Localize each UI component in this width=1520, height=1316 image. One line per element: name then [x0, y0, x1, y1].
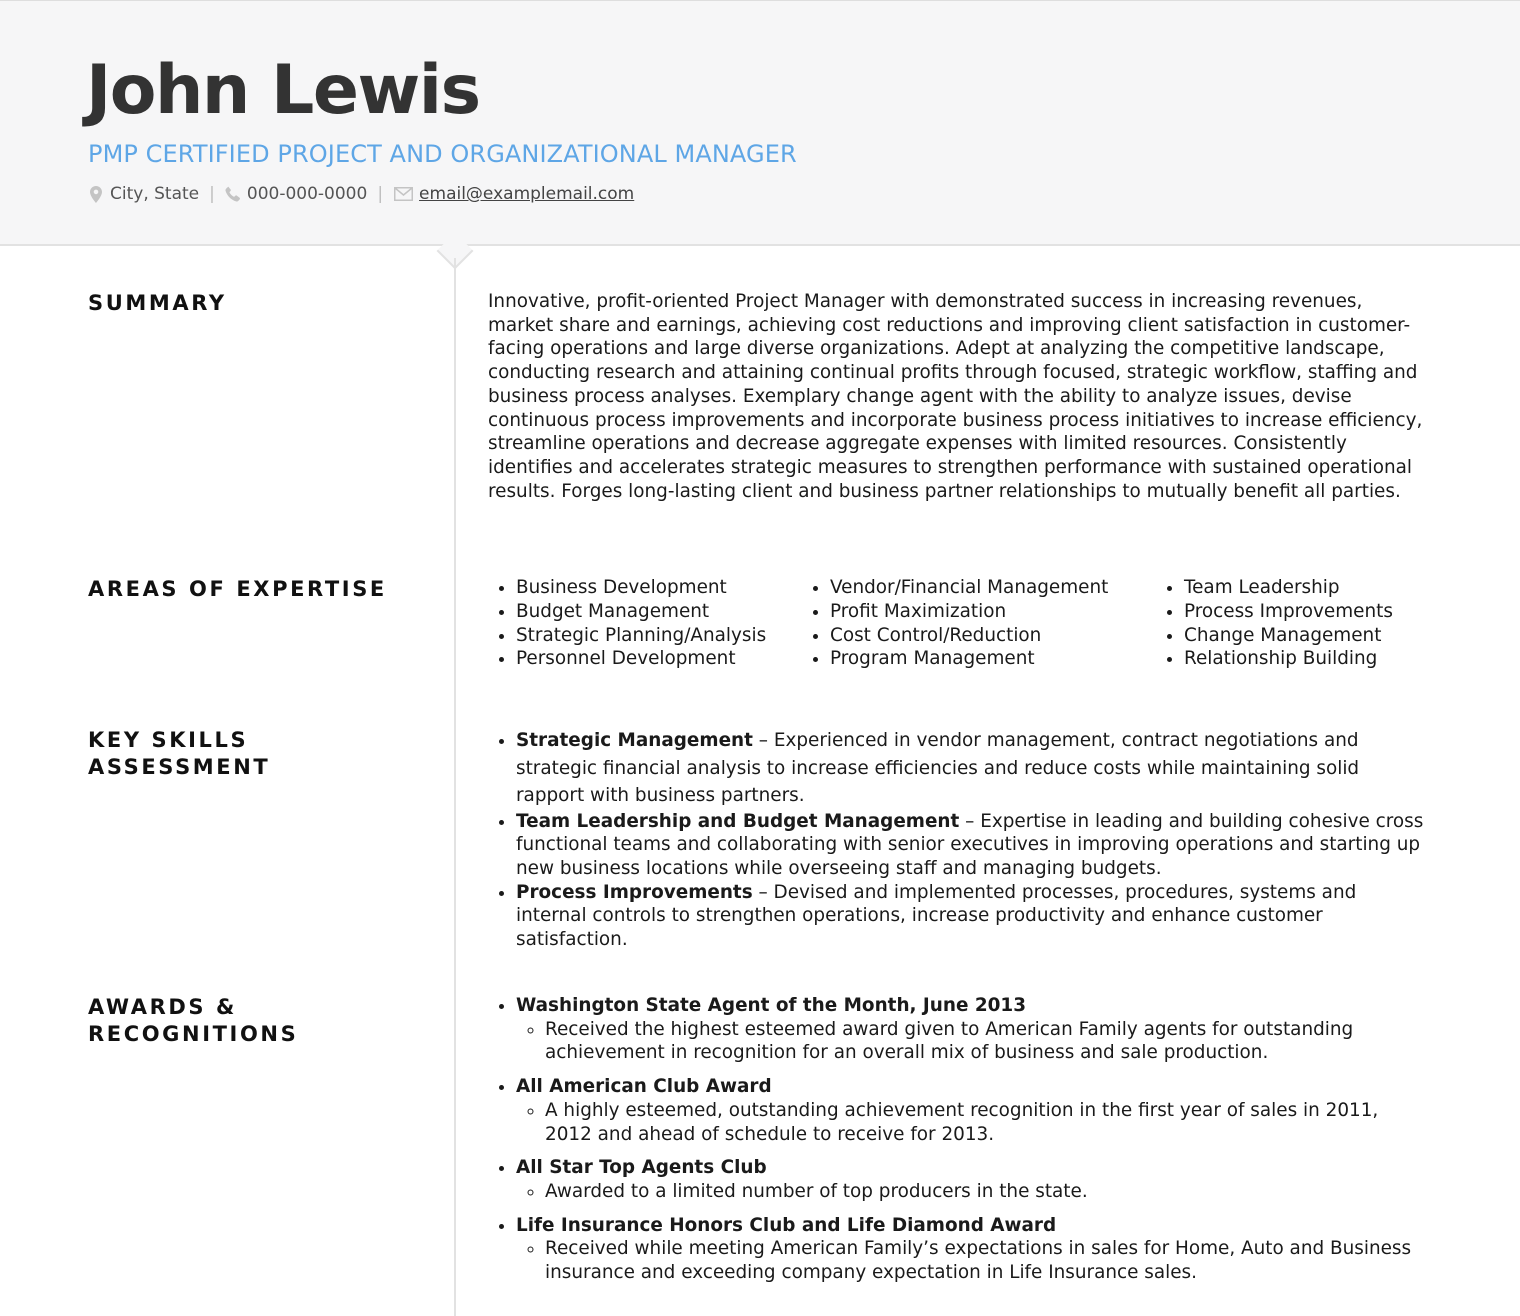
list-item: • Process Improvements: [1184, 600, 1428, 624]
award-detail: ◦ Received the highest esteemed award given to American Family agents for outstanding achievement in recognition for an overall mix of business and sale production.: [545, 1018, 1428, 1065]
expertise-column: [802, 576, 1156, 671]
candidate-headline: PMP CERTIFIED PROJECT AND ORGANIZATIONAL MANAGER: [88, 140, 797, 168]
phone-icon: [225, 184, 241, 204]
award-title: • All American Club Award: [516, 1076, 772, 1098]
list-item: [516, 881, 1428, 952]
award-detail: ◦ Awarded to a limited number of top producers in the state.: [545, 1180, 1428, 1204]
list-item: • Program Management: [830, 647, 1156, 671]
list-item: • Budget Management: [516, 600, 802, 624]
section-title-expertise: AREAS OF EXPERTISE: [88, 577, 387, 601]
summary-text: Innovative, profit-oriented Project Manager with demonstrated success in increasing revenues, market share and earnings, achieving cost reductions and improving client satisfaction in customer-facing operations and large diverse organizations. Adept at analyzing the competitive landscape, conducting research and attaining continual profits through focused, strategic workflow, staffing and business process analyses. Exemplary change agent with the ability to analyze issues, devise continuous process improvements and incorporate business process initiatives to increase efficiency, streamline operations and decrease aggregate expenses with limited resources. Consistently identifies and accelerates strategic measures to strengthen performance with sustained operational results. Forges long-lasting client and business partner relationships to mutually benefit all parties.: [488, 291, 1423, 502]
expertise-column: [488, 576, 802, 671]
skill-label: Process Improvements: [516, 881, 753, 903]
list-item: • Change Management: [1184, 624, 1428, 648]
list-item: [516, 810, 1428, 881]
list-item: • Business Development: [516, 576, 802, 600]
list-item: • Personnel Development: [516, 647, 802, 671]
expertise-column: [1156, 576, 1428, 671]
list-item: • Team Leadership: [1184, 576, 1428, 600]
skill-description: – Expertise in leading and building cohesive cross functional teams and collaborating with senior executives in improving operations and starting up new business locations while overseeing staff and managing budgets.: [516, 810, 1424, 879]
award-detail: ◦ Received while meeting American Family’s expectations in sales for Home, Auto and Business insurance and exceeding company expectation in Life Insurance sales.: [545, 1237, 1428, 1284]
section-title-awards: AWARDS & RECOGNITIONS: [88, 995, 299, 1046]
resume-header: [0, 0, 1520, 246]
section-title-summary: SUMMARY: [88, 291, 227, 315]
skill-label: Strategic Management: [516, 730, 753, 751]
list-item: [516, 727, 1428, 810]
list-item: [516, 994, 1428, 1065]
list-item: [516, 1214, 1428, 1285]
awards-list: [488, 994, 1428, 1295]
list-item: • Strategic Planning/Analysis: [516, 624, 802, 648]
skills-list: [488, 727, 1428, 952]
award-title: • All Star Top Agents Club: [516, 1157, 767, 1179]
list-item: [516, 1075, 1428, 1146]
email-link[interactable]: email@examplemail.com: [419, 184, 635, 204]
expertise-list: [488, 576, 1428, 671]
column-divider: [454, 258, 456, 1316]
skill-label: Team Leadership and Budget Management: [516, 810, 960, 832]
skill-description: – Devised and implemented processes, procedures, systems and internal controls to strengthen operations, increase productivity and enhance customer satisfaction.: [516, 881, 1357, 951]
envelope-icon: [393, 184, 413, 204]
map-pin-icon: [88, 184, 104, 204]
list-item: • Cost Control/Reduction: [830, 624, 1156, 648]
section-title-skills: KEY SKILLS ASSESSMENT: [88, 728, 271, 779]
award-detail: ◦ A highly esteemed, outstanding achievement recognition in the first year of sales in 2011, 2012 and ahead of schedule to receive for 2013.: [545, 1099, 1428, 1146]
separator: |: [209, 184, 215, 204]
skill-description: – Experienced in vendor management, contract negotiations and strategic financial analysis to increase efficiencies and reduce costs while maintaining solid rapport with business partners.: [516, 730, 1360, 806]
award-title: • Washington State Agent of the Month, June 2013: [516, 995, 1027, 1016]
list-item: • Profit Maximization: [830, 600, 1156, 624]
list-item: [516, 1156, 1428, 1203]
award-title: • Life Insurance Honors Club and Life Diamond Award: [516, 1214, 1057, 1236]
phone-text: 000-000-0000: [246, 184, 368, 204]
separator: |: [377, 184, 384, 204]
candidate-name: John Lewis: [86, 51, 480, 130]
contact-line: [88, 182, 634, 206]
list-item: • Vendor/Financial Management: [830, 576, 1156, 600]
location-text: City, State: [110, 184, 200, 204]
list-item: • Relationship Building: [1184, 647, 1428, 671]
